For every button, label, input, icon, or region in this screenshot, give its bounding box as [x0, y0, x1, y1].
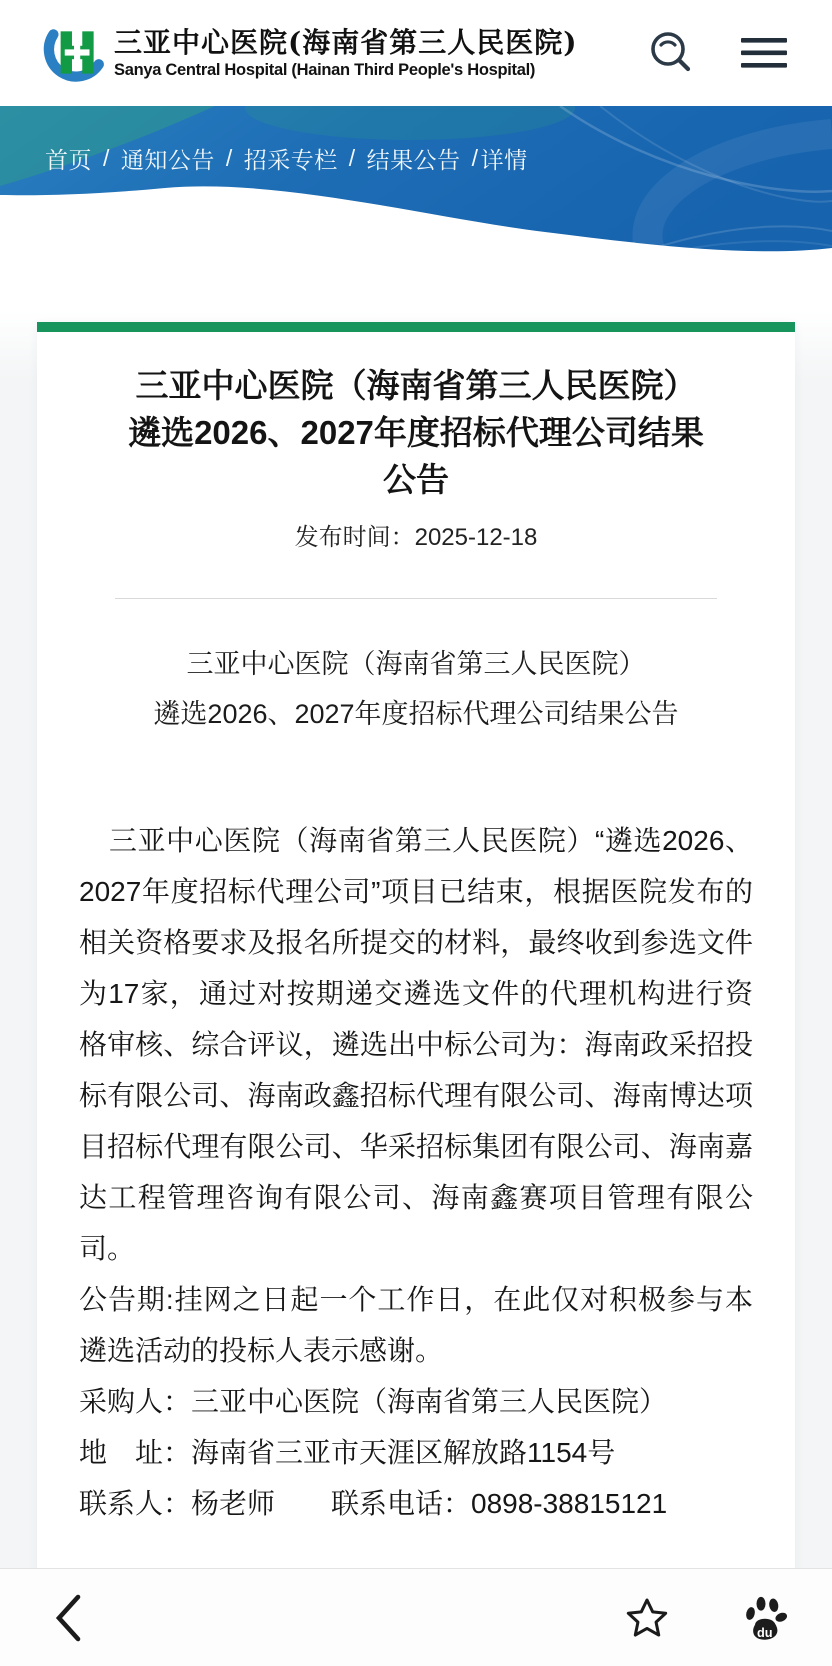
- hospital-name-block: [114, 27, 578, 80]
- banner-wave-graphic: [0, 106, 832, 311]
- breadcrumb-detail: 详情: [480, 147, 528, 173]
- article-subtitle-line1: 三亚中心医院（海南省第三人民医院）: [186, 649, 646, 679]
- search-icon[interactable]: [646, 28, 696, 78]
- publish-date: 发布时间：2025-12-18: [294, 524, 538, 551]
- breadcrumb-separator: /: [103, 145, 110, 171]
- paragraph-purchaser: 采购人：三亚中心医院（海南省第三人民医院）: [79, 1386, 668, 1417]
- menu-hamburger-icon[interactable]: [740, 29, 788, 77]
- paragraph-notice-period: 公告期:挂网之日起一个工作日，在此仅对积极参与本遴选活动的投标人表示感谢。: [79, 1284, 753, 1366]
- hospital-logo-icon: [40, 20, 106, 86]
- breadcrumb: [45, 142, 528, 175]
- hospital-name-zh: 三亚中心医院(海南省第三人民医院): [114, 25, 578, 59]
- breadcrumb-notices[interactable]: 通知公告: [120, 147, 215, 173]
- breadcrumb-procurement[interactable]: 招采专栏: [243, 147, 338, 173]
- hospital-name-en: Sanya Central Hospital (Hainan Third People's Hospital): [114, 60, 536, 79]
- hero-banner: [0, 106, 832, 311]
- breadcrumb-separator: /: [225, 145, 233, 171]
- baidu-app-button[interactable]: [740, 1594, 788, 1642]
- star-icon: [624, 1595, 670, 1641]
- paragraph-result: 三亚中心医院（海南省第三人民医院）“遴选2026、2027年度招标代理公司”项目已结束，根据医院发布的相关资格要求及报名所提交的材料，最终收到参选文件为17家，通过对按期递交遴选文件的代理机构进行资格审核、综合评议，遴选出中标公司为：海南政采招投标有限公司、海南政鑫招标代理有限公司、海南博达项目招标代理有限公司、华采招标集团有限公司、海南嘉达工程管理咨询有限公司、海南鑫赛项目管理有限公司。: [79, 825, 753, 1264]
- baidu-du-label: du: [756, 1624, 773, 1640]
- breadcrumb-separator: /: [348, 145, 356, 171]
- article-title: 三亚中心医院（海南省第三人民医院） 遴选2026、2027年度招标代理公司结果公告: [128, 367, 704, 498]
- breadcrumb-home[interactable]: 首页: [45, 147, 92, 173]
- breadcrumb-results[interactable]: 结果公告: [366, 147, 461, 173]
- site-header: [0, 0, 832, 106]
- paragraph-address: 地 址：海南省三亚市天涯区解放路1154号: [79, 1437, 616, 1468]
- article-subtitle-line2: 遴选2026、2027年度招标代理公司结果公告: [153, 699, 679, 729]
- page-background: [0, 311, 832, 1600]
- back-icon[interactable]: [54, 1593, 84, 1643]
- hospital-logo[interactable]: [40, 20, 578, 86]
- paragraph-contact: 联系人：杨老师 联系电话：0898-38815121: [79, 1488, 668, 1519]
- article-body: [79, 815, 753, 1529]
- browser-toolbar: [0, 1568, 832, 1666]
- breadcrumb-separator: /: [471, 145, 479, 171]
- baidu-paw-icon: [740, 1594, 788, 1642]
- announcement-card: [37, 322, 795, 1666]
- favorite-button[interactable]: [624, 1595, 670, 1641]
- divider-line: [115, 598, 717, 599]
